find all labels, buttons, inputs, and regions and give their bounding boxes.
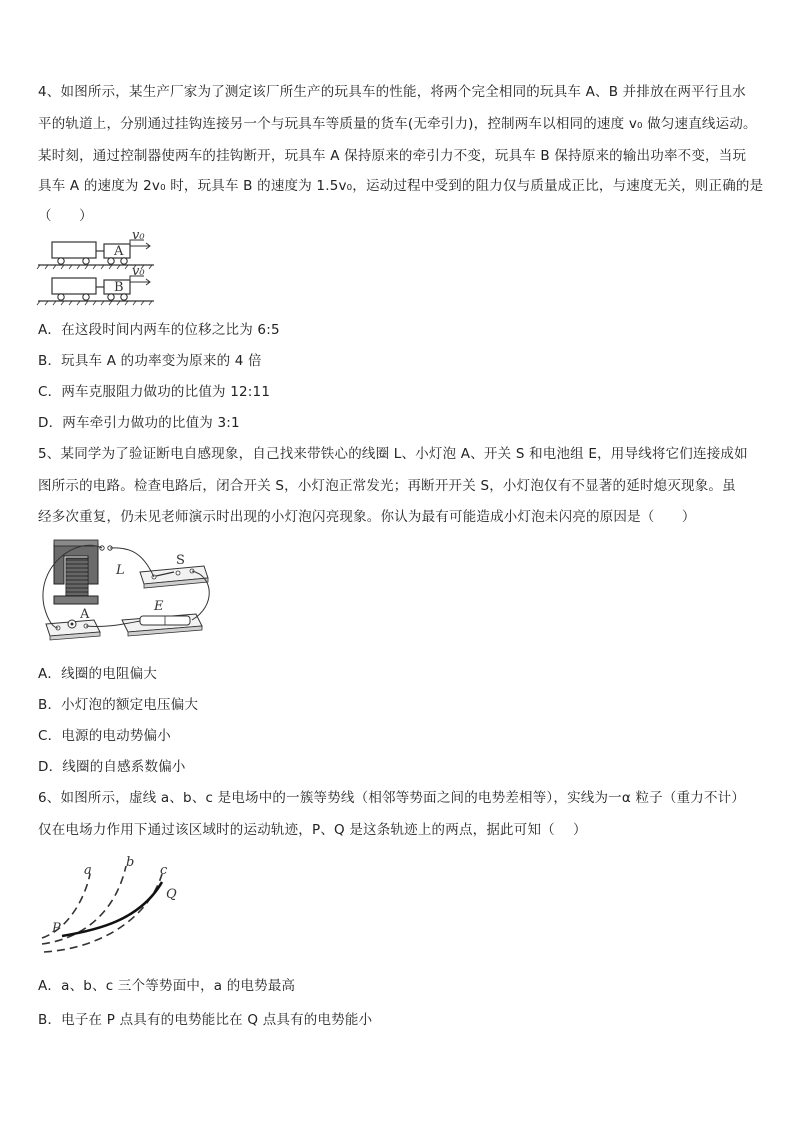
- label-b: b: [126, 855, 135, 870]
- q4-line-5: （ ）: [38, 208, 93, 224]
- q6-option-b[interactable]: B．电子在 P 点具有的电势能比在 Q 点具有的电势能小: [38, 1012, 373, 1028]
- lamp-a-label: A: [80, 607, 90, 622]
- lamp-a: [46, 607, 100, 640]
- q4-option-c[interactable]: C．两车克服阻力做功的比值为 12:11: [38, 384, 271, 400]
- coil-l-label: L: [116, 563, 125, 578]
- q4-line-1: 4、如图所示，某生产厂家为了测定该厂所生产的玩具车的性能，将两个完全相同的玩具车 A、B 并排放在两平行且水: [38, 84, 746, 100]
- battery-e: [122, 599, 202, 636]
- q4-toy-car-figure: [36, 228, 156, 306]
- q4-option-a[interactable]: A．在这段时间内两车的位移之比为 6:5: [38, 322, 280, 338]
- q6-line-2: 仅在电场力作用下通过该区域时的运动轨迹，P、Q 是这条轨迹上的两点，据此可知（ ）: [38, 822, 587, 838]
- q6-equipotential-figure: [36, 852, 196, 958]
- label-c: c: [160, 863, 168, 878]
- car-b-label: B: [114, 280, 124, 295]
- track-a: [37, 228, 154, 269]
- velocity-label-b: v₀: [132, 264, 145, 279]
- label-a: a: [84, 863, 92, 878]
- q4-option-b[interactable]: B．玩具车 A 的功率变为原来的 4 倍: [38, 353, 262, 369]
- q5-line-3: 经多次重复，仍未见老师演示时出现的小灯泡闪亮现象。你认为最有可能造成小灯泡未闪亮的原因是（ ）: [38, 509, 696, 525]
- q6-option-a[interactable]: A．a、b、c 三个等势面中，a 的电势最高: [38, 978, 296, 994]
- iron-core-coil: [54, 540, 125, 604]
- velocity-label-a: v₀: [132, 228, 145, 243]
- point-p-label: P: [52, 921, 61, 936]
- track-b: [37, 264, 154, 305]
- q5-option-b[interactable]: B．小灯泡的额定电压偏大: [38, 697, 199, 713]
- point-q-label: Q: [166, 887, 177, 902]
- q4-line-3: 某时刻，通过控制器使两车的挂钩断开，玩具车 A 保持原来的牵引力不变，玩具车 B 保持原来的输出功率不变，当玩: [38, 148, 747, 164]
- q4-option-d[interactable]: D．两车牵引力做功的比值为 3:1: [38, 415, 240, 431]
- q6-line-1: 6、如图所示，虚线 a、b、c 是电场中的一簇等势线（相邻等势面之间的电势差相等），实线为一α 粒子（重力不计）: [38, 790, 746, 806]
- q5-line-1: 5、某同学为了验证断电自感现象，自己找来带铁心的线圈 L、小灯泡 A、开关 S 和电池组 E，用导线将它们连接成如: [38, 446, 748, 462]
- q5-option-c[interactable]: C．电源的电动势偏小: [38, 728, 171, 744]
- q5-option-a[interactable]: A．线圈的电阻偏大: [38, 666, 158, 682]
- q5-circuit-figure: [36, 536, 216, 644]
- particle-trajectory: [62, 882, 162, 936]
- equipotential-line-a: [42, 874, 90, 938]
- car-a-label: A: [114, 244, 124, 259]
- switch-s-label: S: [176, 553, 185, 568]
- q4-line-4: 具车 A 的速度为 2v₀ 时，玩具车 B 的速度为 1.5v₀，运动过程中受到的阻力仅与质量成正比，与速度无关，则正确的是: [38, 178, 764, 194]
- q5-option-d[interactable]: D．线圈的自感系数偏小: [38, 759, 186, 775]
- q5-line-2: 图所示的电路。检查电路后，闭合开关 S，小灯泡正常发光；再断开开关 S，小灯泡仅有不显著的延时熄灭现象。虽: [38, 478, 736, 494]
- battery-e-label: E: [154, 599, 164, 614]
- q4-line-2: 平的轨道上，分别通过挂钩连接另一个与玩具车等质量的货车(无牵引力)，控制两车以相同的速度 v₀ 做匀速直线运动。: [38, 116, 757, 132]
